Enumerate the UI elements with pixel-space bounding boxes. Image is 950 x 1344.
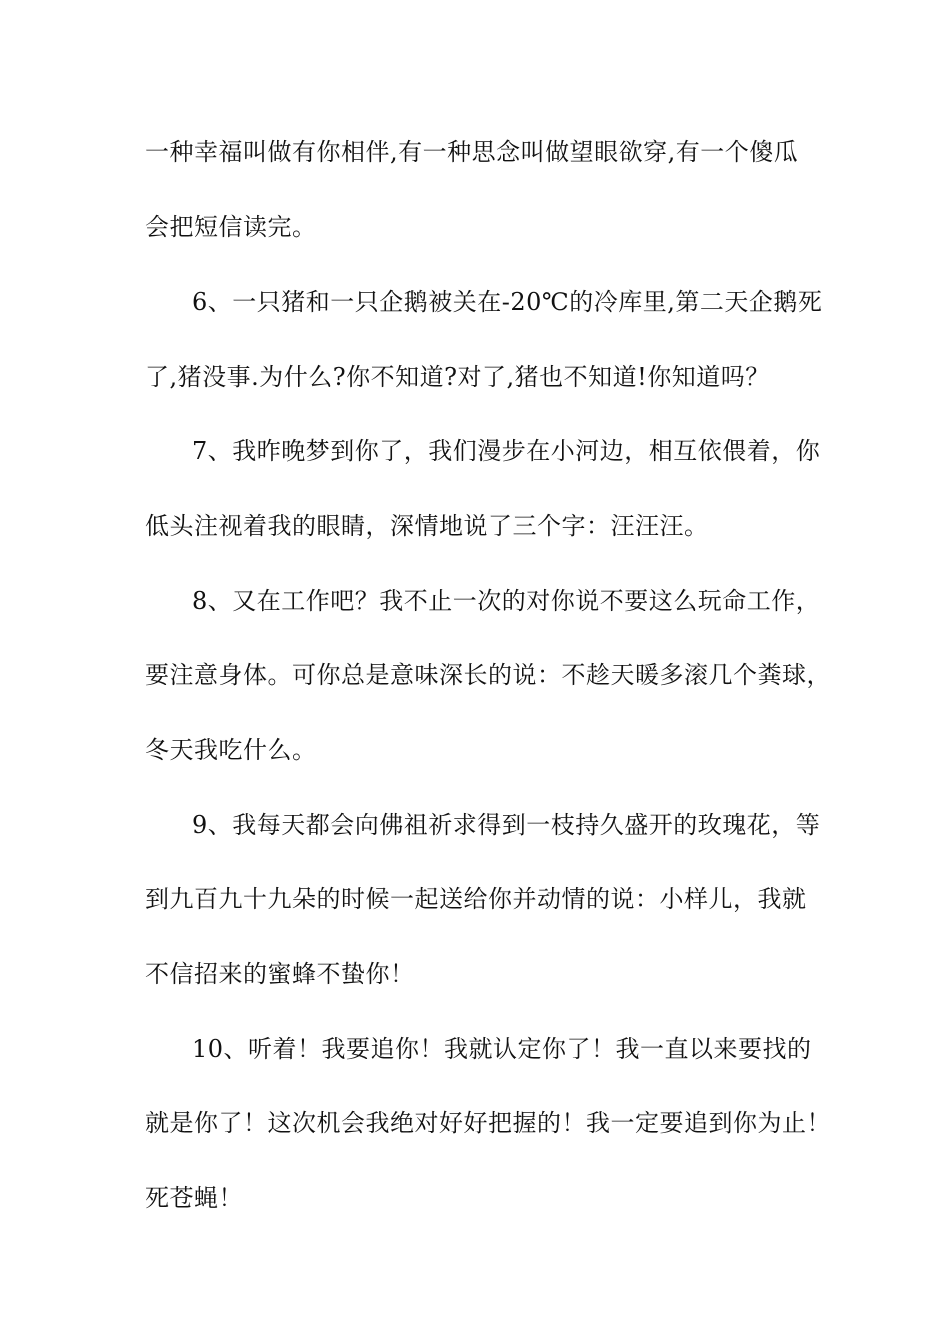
text-line: 低头注视着我的眼睛，深情地说了三个字：汪汪汪。 (145, 512, 709, 540)
text-line: 到九百九十九朵的时候一起送给你并动情的说：小样儿，我就 (145, 885, 807, 913)
text-line: 不信招来的蜜蜂不蛰你！ (145, 960, 415, 988)
text-line: 就是你了！这次机会我绝对好好把握的！我一定要追到你为止！ (145, 1109, 831, 1137)
text-line: 会把短信读完。 (145, 213, 317, 241)
paragraph-6-line: 6、一只猪和一只企鹅被关在-20℃的冷库里,第二天企鹅死 (192, 288, 823, 316)
paragraph-8-line: 8、又在工作吧？我不止一次的对你说不要这么玩命工作， (192, 587, 821, 615)
paragraph-7-line: 7、我昨晚梦到你了，我们漫步在小河边，相互依偎着，你 (192, 437, 821, 465)
text-line: 一种幸福叫做有你相伴,有一种思念叫做望眼欲穿,有一个傻瓜 (145, 138, 799, 166)
paragraph-10-line: 10、听着！我要追你！我就认定你了！我一直以来要找的 (192, 1035, 812, 1063)
text-line: 死苍蝇！ (145, 1184, 243, 1212)
paragraph-9-line: 9、我每天都会向佛祖祈求得到一枝持久盛开的玫瑰花，等 (192, 811, 821, 839)
text-line: 冬天我吃什么。 (145, 736, 317, 764)
text-line: 了,猪没事.为什么?你不知道?对了,猪也不知道!你知道吗？ (145, 363, 770, 391)
text-line: 要注意身体。可你总是意味深长的说：不趁天暖多滚几个粪球， (145, 661, 831, 689)
